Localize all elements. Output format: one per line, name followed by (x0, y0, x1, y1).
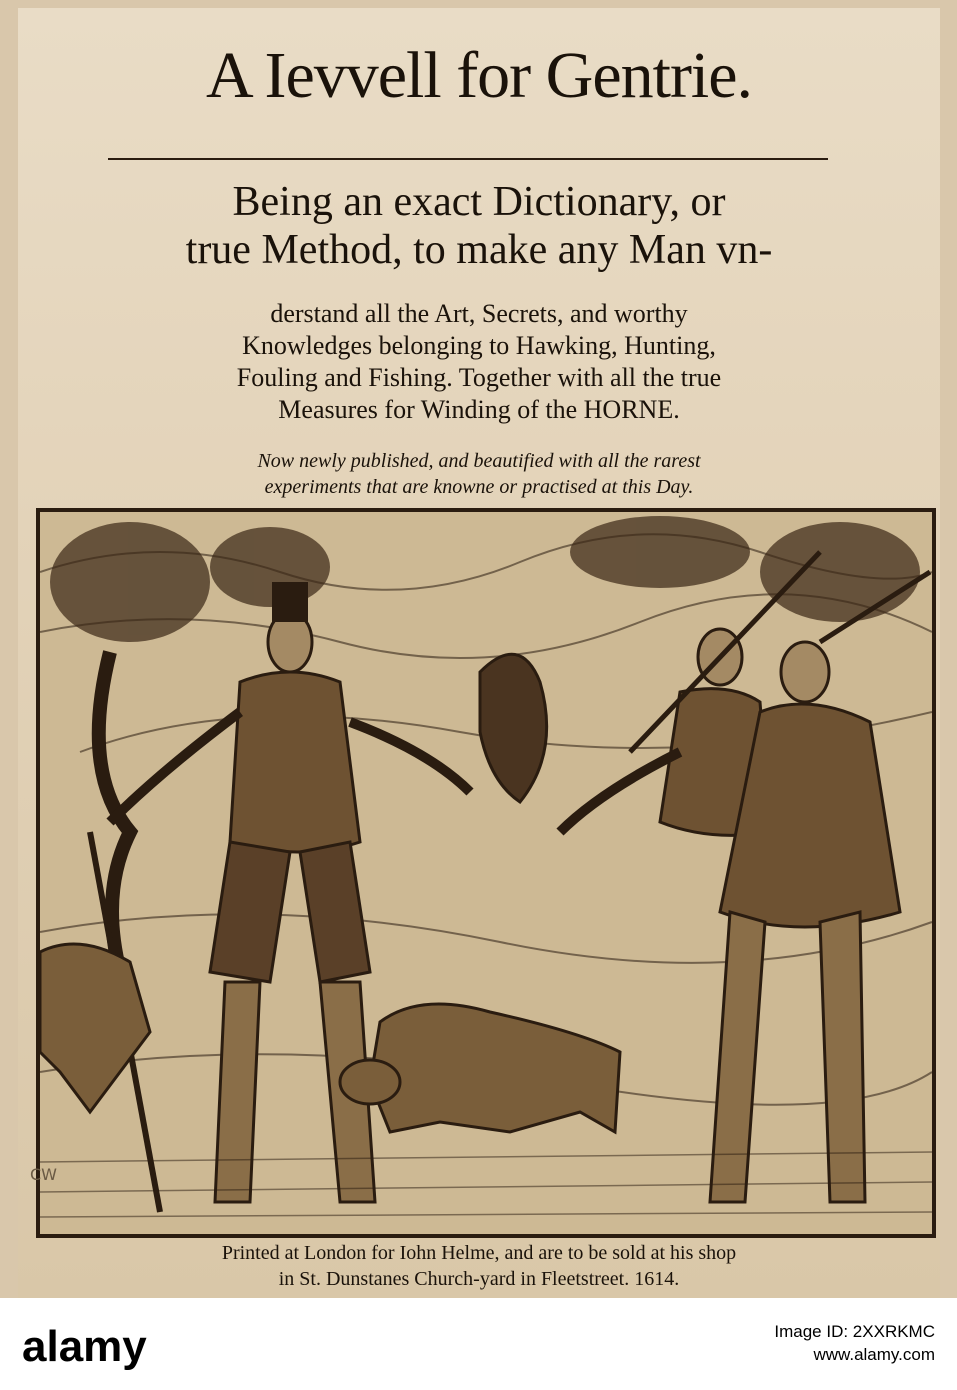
description (18, 298, 940, 426)
stock-meta (774, 1320, 935, 1366)
corner-mark: CW (30, 1165, 57, 1184)
site-url: www.alamy.com (813, 1345, 935, 1364)
description-line: Knowledges belonging to Hawking, Hunting, (242, 331, 716, 360)
woodcut-illustration-icon (40, 512, 932, 1234)
imprint-line: Printed at London for Iohn Helme, and are to be sold at his shop (221, 1242, 737, 1264)
image-id: Image ID: 2XXRKMC (774, 1322, 935, 1341)
title-rule (108, 158, 828, 160)
woodcut-illustration (36, 508, 936, 1238)
italic-line: experiments that are knowne or practised at this Day. (264, 476, 694, 498)
description-line: Fouling and Fishing. Together with all the true (236, 363, 722, 392)
book-title: A Ievvell for Gentrie. (205, 39, 753, 112)
subtitle (18, 178, 940, 274)
italic-line: Now newly published, and beautified with all the rarest (257, 450, 701, 472)
subtitle-line: Being an exact Dictionary, or (232, 179, 726, 225)
italic-note (18, 448, 940, 500)
description-line: Measures for Winding of the HORNE. (278, 395, 680, 424)
subtitle-line: true Method, to make any Man vn- (185, 227, 773, 273)
imprint-line: in St. Dunstanes Church-yard in Fleetstreet. 1614. (278, 1268, 680, 1290)
title-page (18, 8, 940, 1298)
description-line: derstand all the Art, Secrets, and worthy (270, 299, 688, 328)
alamy-logo: alamy (22, 1322, 147, 1371)
imprint (18, 1240, 940, 1292)
